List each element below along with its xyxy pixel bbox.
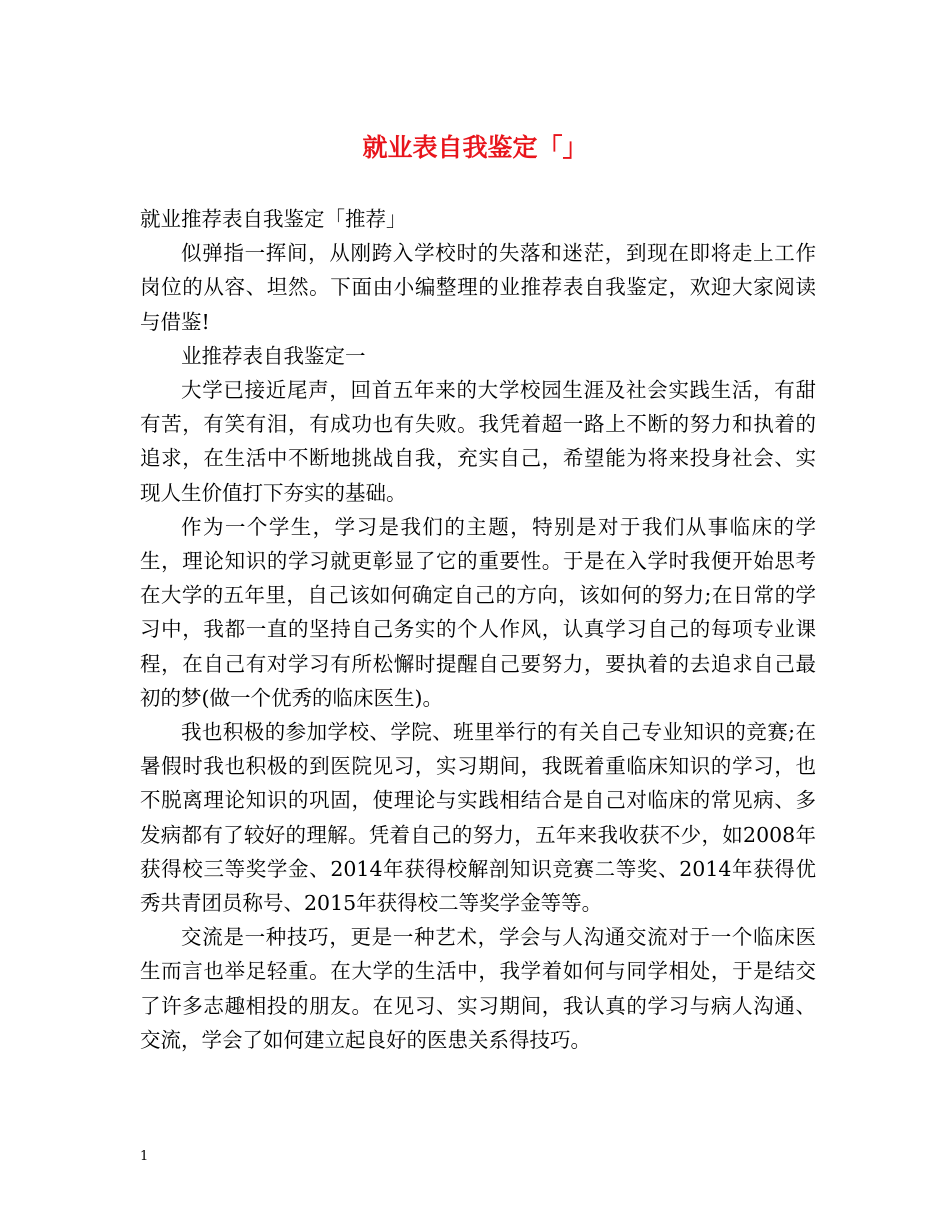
paragraph-intro: 似弹指一挥间，从刚跨入学校时的失落和迷茫，到现在即将走上工作岗位的从容、坦然。下面由小编整理的业推荐表自我鉴定，欢迎大家阅读与借鉴! xyxy=(140,241,816,334)
paragraph-reflection: 大学已接近尾声，回首五年来的大学校园生涯及社会实践生活，有甜有苦，有笑有泪，有成功也有失败。我凭着超一路上不断的努力和执着的追求，在生活中不断地挑战自我，充实自己，希望能为将来投身社会、实现人生价值打下夯实的基础。 xyxy=(140,378,816,505)
section-heading: 业推荐表自我鉴定一 xyxy=(181,343,366,368)
document-body xyxy=(140,202,816,1057)
document-subtitle: 就业推荐表自我鉴定「推荐」 xyxy=(140,207,407,231)
document-title: 就业表自我鉴定「」 xyxy=(362,133,588,162)
paragraph-study: 作为一个学生，学习是我们的主题，特别是对于我们从事临床的学生，理论知识的学习就更彰显了它的重要性。于是在入学时我便开始思考在大学的五年里，自己该如何确定自己的方向，该如何的努力;在日常的学习中，我都一直的坚持自己务实的个人作风，认真学习自己的每项专业课程，在自己有对学习有所松懈时提醒自己要努力，要执着的去追求自己最初的梦(做一个优秀的临床医生)。 xyxy=(140,514,816,710)
page-number: 1 xyxy=(140,1149,149,1164)
paragraph-communication: 交流是一种技巧，更是一种艺术，学会与人沟通交流对于一个临床医生而言也举足轻重。在大学的生活中，我学着如何与同学相处，于是结交了许多志趣相投的朋友。在见习、实习期间，我认真的学习与病人沟通、交流，学会了如何建立起良好的医患关系得技巧。 xyxy=(140,925,816,1052)
paragraph-activities: 我也积极的参加学校、学院、班里举行的有关自己专业知识的竞赛;在暑假时我也积极的到医院见习，实习期间，我既着重临床知识的学习，也不脱离理论知识的巩固，使理论与实践相结合是自己对临床的常见病、多发病都有了较好的理解。凭着自己的努力，五年来我收获不少，如2008年获得校三等奖学金、2014年获得校解剖知识竞赛二等奖、2014年获得优秀共青团员称号、2015年获得校二等奖学金等等。 xyxy=(140,720,816,916)
